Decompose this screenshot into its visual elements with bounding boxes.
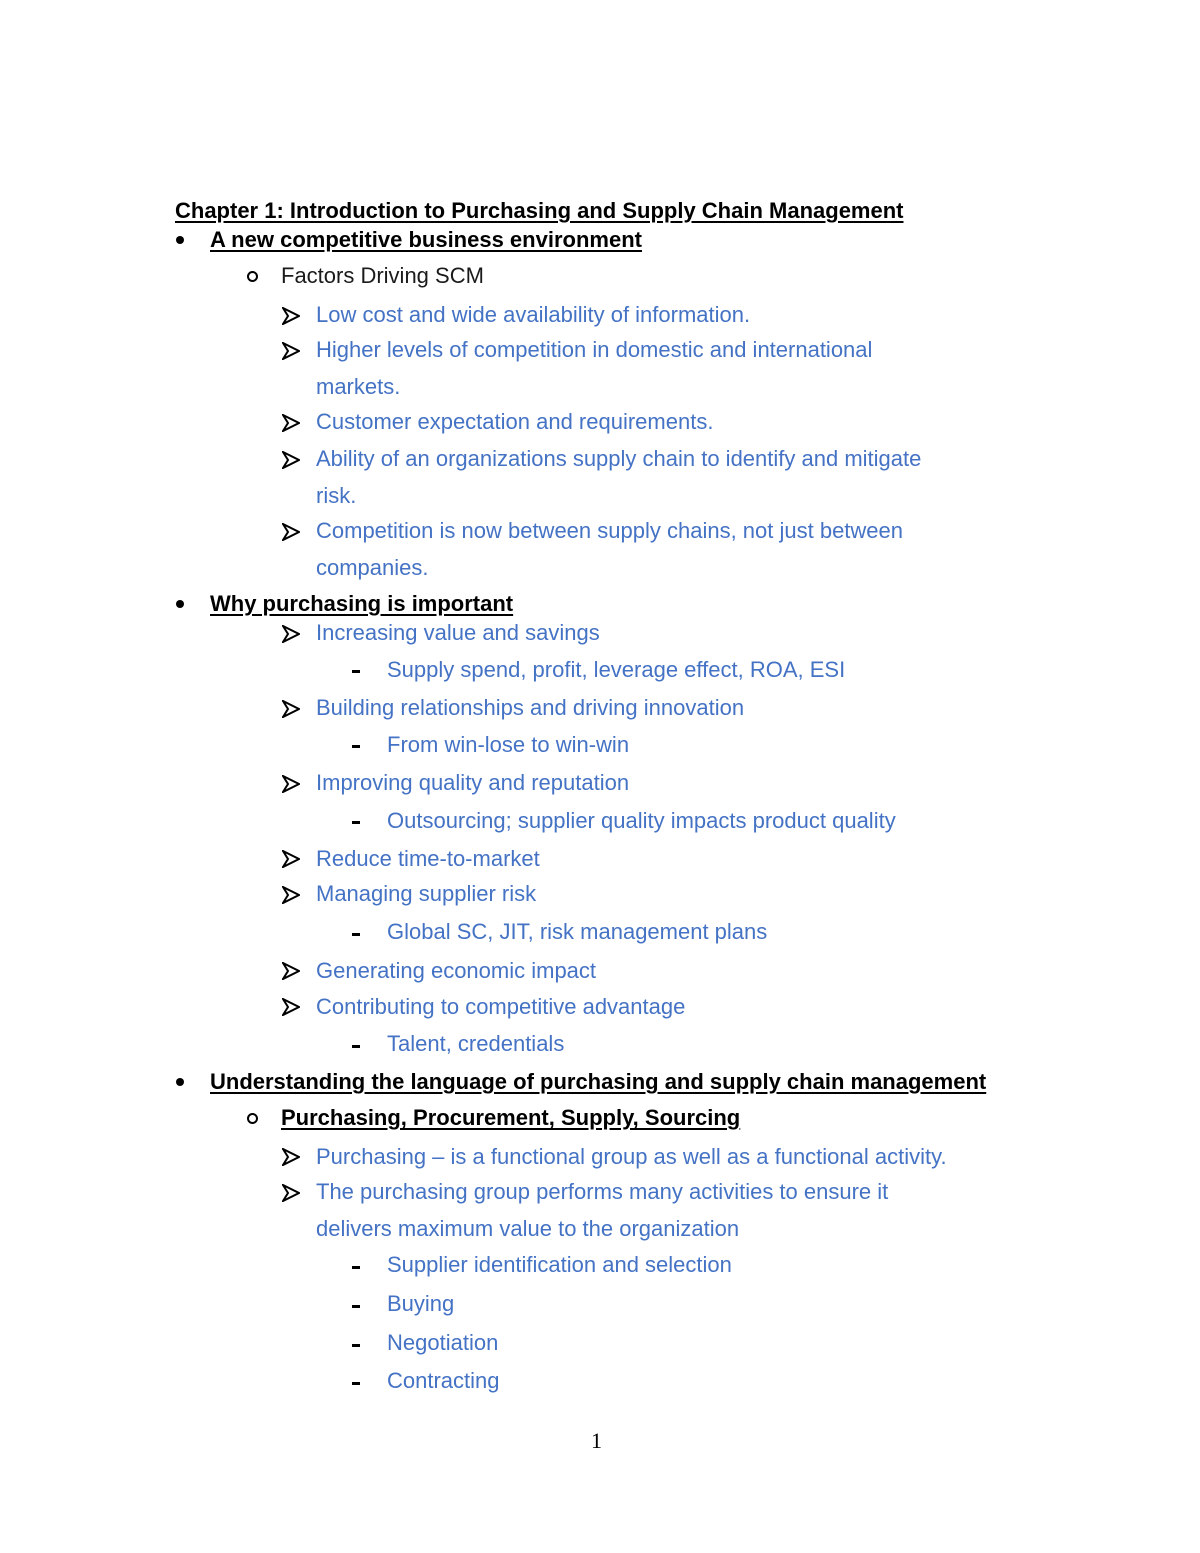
arrowhead-bullet-icon [282, 1184, 300, 1202]
arrowhead-bullet-icon [282, 998, 300, 1016]
list-subitem: Buying [387, 1291, 455, 1316]
list-item: Contributing to competitive advantage [316, 994, 686, 1019]
hollow-circle-icon [247, 1113, 258, 1124]
dash-bullet-icon [352, 1344, 360, 1347]
list-item: Increasing value and savings [316, 620, 600, 645]
filled-bullet-icon [176, 600, 184, 608]
arrowhead-bullet-icon [282, 1148, 300, 1166]
list-item: Customer expectation and requirements. [316, 409, 714, 434]
list-subitem: Supplier identification and selection [387, 1252, 732, 1277]
list-subitem: From win-lose to win-win [387, 732, 630, 757]
list-item: Competition is now between supply chains, not just between [316, 518, 904, 543]
dash-bullet-icon [352, 670, 360, 673]
list-subitem: Talent, credentials [387, 1031, 565, 1056]
list-subitem: Supply spend, profit, leverage effect, ROA, ESI [387, 657, 846, 682]
arrowhead-bullet-icon [282, 886, 300, 904]
list-subitem: Global SC, JIT, risk management plans [387, 919, 768, 944]
section-heading: A new competitive business environment [210, 227, 642, 252]
dash-bullet-icon [352, 1266, 360, 1269]
dash-bullet-icon [352, 1045, 360, 1048]
arrowhead-bullet-icon [282, 962, 300, 980]
list-item-continuation: markets. [316, 374, 401, 399]
arrowhead-bullet-icon [282, 700, 300, 718]
arrowhead-bullet-icon [282, 775, 300, 793]
list-item-continuation: companies. [316, 555, 429, 580]
list-item: Generating economic impact [316, 958, 597, 983]
list-item: The purchasing group performs many activities to ensure it [316, 1179, 889, 1204]
arrowhead-bullet-icon [282, 307, 300, 325]
list-subitem: Outsourcing; supplier quality impacts product quality [387, 808, 896, 833]
list-item: Building relationships and driving innovation [316, 695, 745, 720]
page-title: Chapter 1: Introduction to Purchasing and Supply Chain Management [175, 198, 904, 223]
list-subitem: Negotiation [387, 1330, 499, 1355]
list-item: Ability of an organizations supply chain to identify and mitigate [316, 446, 922, 471]
list-item: Higher levels of competition in domestic and international [316, 337, 873, 362]
section-heading: Why purchasing is important [210, 591, 514, 616]
page-number: 1 [591, 1428, 602, 1453]
list-item-continuation: risk. [316, 483, 357, 508]
hollow-circle-icon [247, 271, 258, 282]
list-item: Reduce time-to-market [316, 846, 540, 871]
section-heading: Understanding the language of purchasing and supply chain management [210, 1069, 987, 1094]
arrowhead-bullet-icon [282, 451, 300, 469]
arrowhead-bullet-icon [282, 850, 300, 868]
list-subitem: Contracting [387, 1368, 500, 1393]
list-item-continuation: delivers maximum value to the organization [316, 1216, 740, 1241]
dash-bullet-icon [352, 821, 360, 824]
arrowhead-bullet-icon [282, 414, 300, 432]
sub-heading: Purchasing, Procurement, Supply, Sourcing [281, 1105, 741, 1130]
list-item: Managing supplier risk [316, 881, 537, 906]
list-item: Improving quality and reputation [316, 770, 630, 795]
dash-bullet-icon [352, 745, 360, 748]
filled-bullet-icon [176, 1078, 184, 1086]
sub-heading: Factors Driving SCM [281, 263, 484, 288]
arrowhead-bullet-icon [282, 342, 300, 360]
arrowhead-bullet-icon [282, 523, 300, 541]
list-item: Low cost and wide availability of information. [316, 302, 751, 327]
arrowhead-bullet-icon [282, 625, 300, 643]
filled-bullet-icon [176, 236, 184, 244]
dash-bullet-icon [352, 1305, 360, 1308]
dash-bullet-icon [352, 1382, 360, 1385]
list-item: Purchasing – is a functional group as well as a functional activity. [316, 1144, 947, 1169]
dash-bullet-icon [352, 933, 360, 936]
